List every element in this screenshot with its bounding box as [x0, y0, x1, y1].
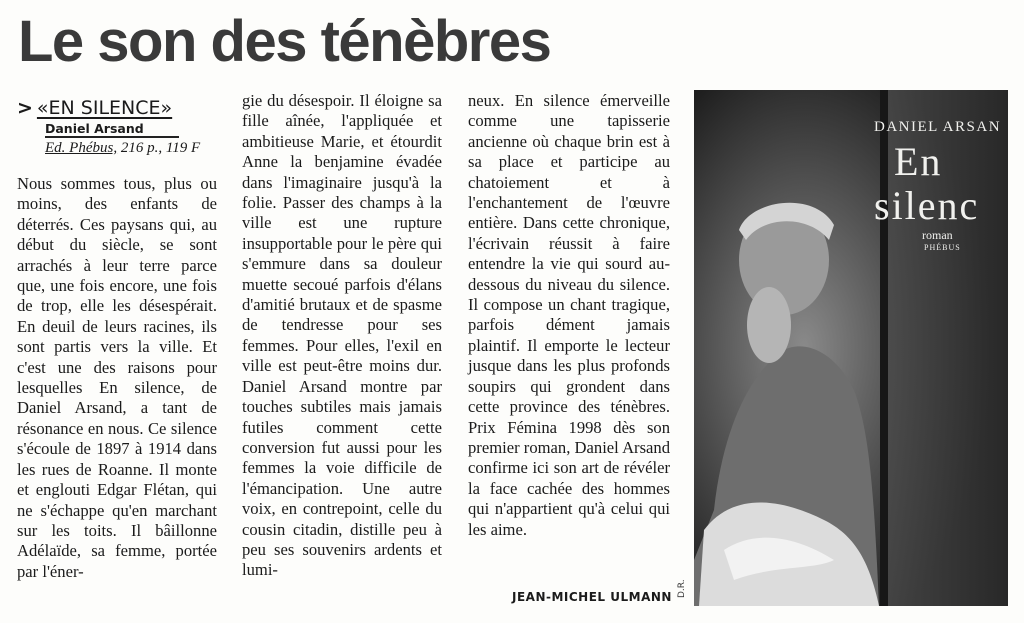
article-column-3 — [468, 91, 670, 540]
photo-credit: D.R. — [677, 579, 687, 598]
book-details: 216 p., 119 F — [117, 140, 201, 156]
book-title: «EN SILENCE» — [36, 97, 173, 119]
book-title-line — [17, 96, 227, 120]
article-column-2 — [242, 91, 442, 581]
author-signature: JEAN-MICHEL ULMANN — [512, 590, 672, 604]
cover-title-line-1: En — [894, 139, 943, 184]
cover-title-line-2: silenc — [874, 183, 980, 228]
column-3-text: neux. En silence émerveille comme une tapisserie ancienne où chaque brin est à sa place et participe au chatoiement et à l'enchantement de l'œuvre entière. Dans cette chronique, l'écrivain réussit à faire entendre la vie qui sourd au-dessous du niveau du silence. Il compose un chant tragique, parfois dément jamais plaintif. Il emporte le lecteur jusque dans les plus profonds soupirs qui grondent dans cette province des ténèbres. Prix Fémina 1998 dès son premier roman, Daniel Arsand confirme ici son art de révéler la face cachée des hommes qui n'appartient qu'à celui qui les aime. — [468, 91, 670, 539]
cover-publisher: PHÉBUS — [924, 243, 961, 252]
book-publisher: Ed. Phébus, — [45, 140, 118, 156]
cover-author: DANIEL ARSAN — [874, 119, 1002, 135]
cover-text — [874, 118, 1008, 254]
headline: Le son des ténèbres — [18, 9, 551, 74]
book-author: Daniel Arsand — [45, 121, 179, 138]
column-1-text: Nous sommes tous, plus ou moins, des enfants de déterrés. Ces paysans qui, au début du siècle, se sont arrachés à leur terre parce que, une fois encore, une fois de trop, elle les désespérait. En deuil de leurs racines, ils sont partis vers la ville. Et c'est une des raisons pour lesquelles En silence, de Daniel Arsand, a tant de résonance en nous. Ce silence s'écoule de 1897 à 1914 dans les rues de Roanne. Il monte et englouti Edgar Flétan, qui ne s'échappe qu'en marchant sur les toits. Il bâillonne Adélaïde, sa femme, portée par l'éner- — [17, 174, 217, 581]
column-2-text: gie du désespoir. Il éloigne sa fille aînée, l'appliquée et ambitieuse Marie, et étourdit Anne la benjamine évadée dans l'imaginaire jusqu'à la folie. Passer des champs à la ville est une rupture insupportable pour le père qui s'emmure dans sa douleur muette secoué parfois d'élans d'amitié brutaux et de spasme de tendresse pour ses femmes. Pour elles, l'exil en ville est peut-être moins dur. Daniel Arsand montre par touches subtiles mais jamais futiles comment cette conversion fut aussi pour les femmes la voie difficile de l'émancipation. Une autre voix, en contrepoint, celle du cousin citadin, distille peu à peu ses souvenirs ardents et lumi- — [242, 91, 442, 580]
cover-subtitle: roman — [922, 228, 953, 242]
book-reference — [17, 96, 227, 158]
book-publisher-line — [45, 138, 227, 158]
article-column-1 — [17, 174, 217, 582]
book-cover-image — [694, 90, 1008, 606]
arrow-marker: > — [17, 97, 33, 119]
